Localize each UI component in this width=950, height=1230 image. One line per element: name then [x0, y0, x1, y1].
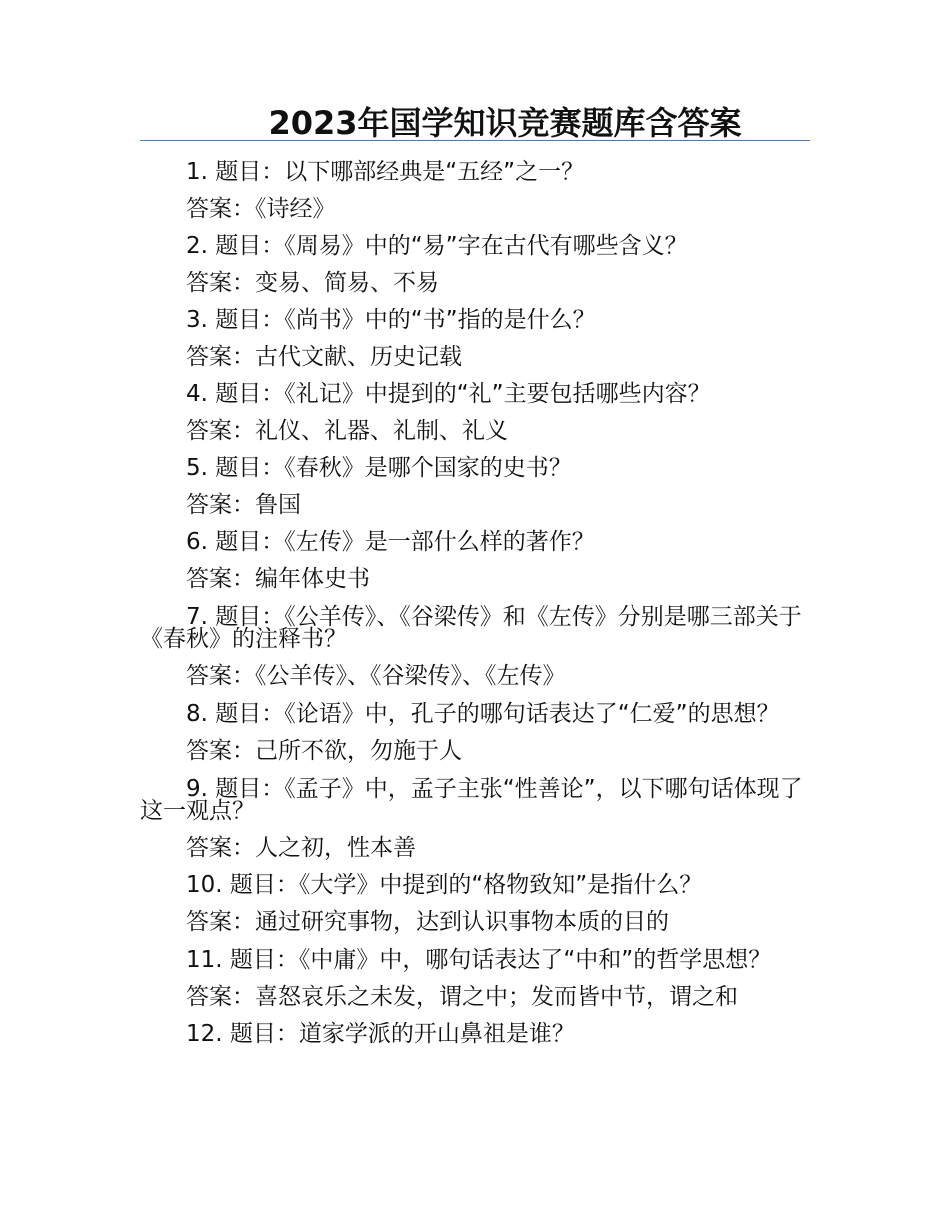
- answer-7: 答案：《公羊传》、《谷梁传》、《左传》: [186, 663, 566, 689]
- answer-6: 答案：编年体史书: [186, 566, 370, 592]
- question-4: 4. 题目：《礼记》中提到的“礼”主要包括哪些内容？: [186, 381, 711, 407]
- answer-5: 答案：鲁国: [186, 492, 301, 518]
- answer-3: 答案：古代文献、历史记载: [186, 344, 462, 370]
- answer-8: 答案：己所不欲，勿施于人: [186, 738, 462, 764]
- answer-11: 答案：喜怒哀乐之未发，谓之中；发而皆中节，谓之和: [186, 984, 738, 1010]
- question-7: 7. 题目：《公羊传》、《谷梁传》和《左传》分别是哪三部关于《春秋》的注释书？: [140, 604, 802, 652]
- question-2: 2. 题目：《周易》中的“易”字在古代有哪些含义？: [186, 233, 688, 259]
- answer-10: 答案：通过研究事物，达到认识事物本质的目的: [186, 909, 669, 935]
- question-6: 6. 题目：《左传》是一部什么样的著作？: [186, 529, 595, 555]
- question-12: 12. 题目：道家学派的开山鼻祖是谁？: [186, 1021, 575, 1047]
- question-5: 5. 题目：《春秋》是哪个国家的史书？: [186, 455, 572, 481]
- title-underline: [140, 140, 810, 141]
- question-11: 11. 题目：《中庸》中，哪句话表达了“中和”的哲学思想？: [186, 947, 772, 973]
- question-9: 9. 题目：《孟子》中，孟子主张“性善论”，以下哪句话体现了这一观点？: [140, 776, 803, 824]
- answer-2: 答案：变易、简易、不易: [186, 270, 439, 296]
- question-3: 3. 题目：《尚书》中的“书”指的是什么？: [186, 307, 596, 333]
- question-10: 10. 题目：《大学》中提到的“格物致知”是指什么？: [186, 872, 703, 898]
- answer-4: 答案：礼仪、礼器、礼制、礼义: [186, 418, 508, 444]
- document-title: 2023年国学知识竞赛题库含答案: [268, 104, 742, 142]
- answer-1: 答案：《诗经》: [186, 196, 336, 222]
- document-body: [140, 154, 812, 1053]
- question-8: 8. 题目：《论语》中，孔子的哪句话表达了“仁爱”的思想？: [186, 701, 780, 727]
- question-1: 1. 题目：以下哪部经典是“五经”之一？: [186, 159, 585, 185]
- answer-9: 答案：人之初，性本善: [186, 835, 416, 861]
